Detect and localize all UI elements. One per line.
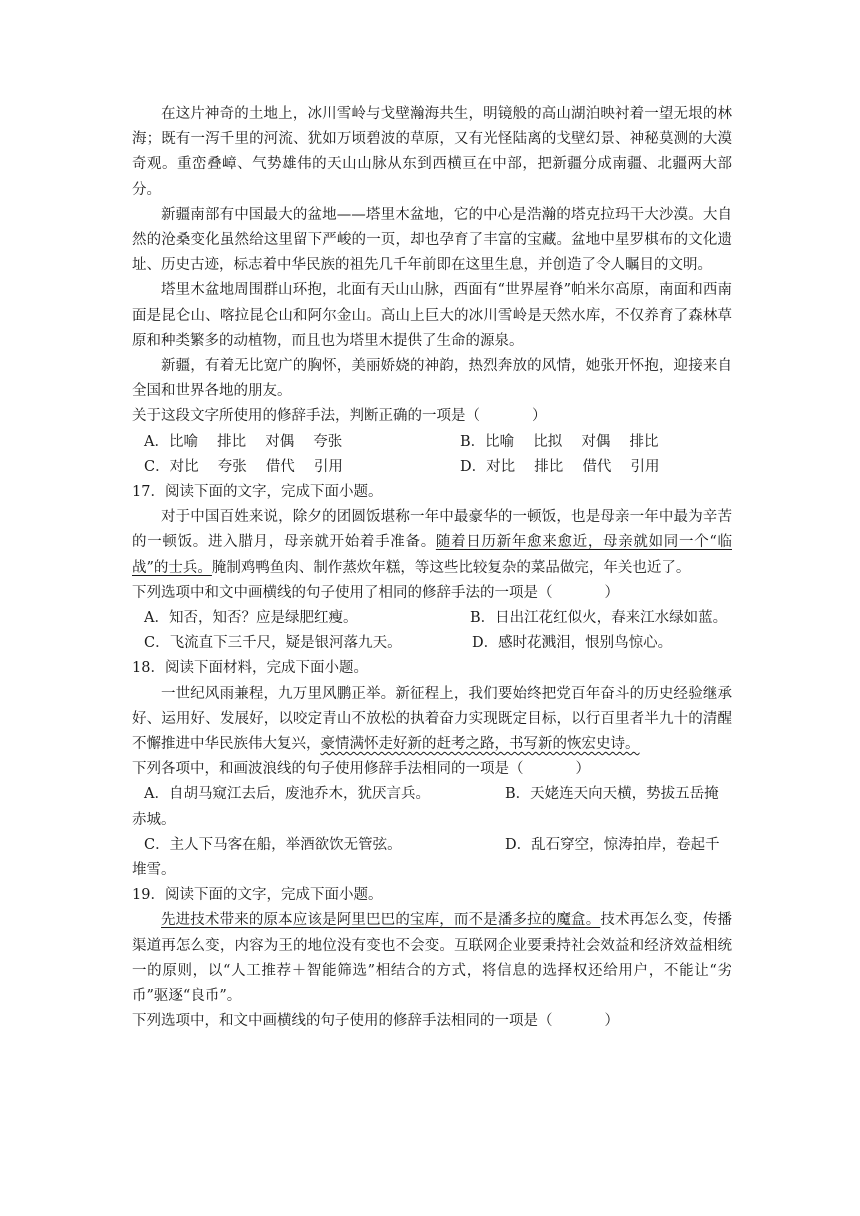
option-d: D．对比 排比 借代 引用 — [460, 458, 660, 475]
question-19-stem: 下列选项中，和文中画横线的句子使用的修辞手法相同的一项是（ ） — [132, 1013, 619, 1030]
options-row-1 — [132, 782, 732, 807]
option-d-continued: 堆雪。 — [132, 862, 176, 878]
option-a: A．知否，知否？应是绿肥红瘦。 — [144, 610, 358, 627]
option-b-continued: 赤城。 — [132, 811, 176, 828]
option-c: C．对比 夸张 借代 引用 — [144, 458, 343, 475]
question-19-title: 19．阅读下面的文字，完成下面小题。 — [132, 887, 383, 904]
options-row-2 — [132, 631, 732, 656]
question-19-passage: 先进技术带来的原本应该是阿里巴巴的宝库，而不是潘多拉的魔盒。技术再怎么变，传播渠道再怎么变，内容为王的地位没有变也不会变。互联网企业要秉持社会效益和经济效益相统一的原则，以“人工推荐＋智能筛选”相结合的方式，将信息的选择权还给用户，不能让“劣币”驱逐“良币”。 — [132, 912, 733, 1005]
question-17-stem: 下列选项中和文中画横线的句子使用了相同的修辞手法的一项是（ ） — [132, 584, 619, 601]
passage-paragraph-1: 在这片神奇的土地上，冰川雪岭与戈壁瀚海共生，明镜般的高山湖泊映衬着一望无垠的林海；既有一泻千里的河流、犹如万顷碧波的草原，又有光怪陆离的戈壁幻景、神秘莫测的大漠奇观。重峦叠嶂、气势雄伟的天山山脉从东到西横亘在中部，把新疆分成南疆、北疆两大部分。 — [132, 106, 732, 198]
option-d: D．感时花溅泪，恨别鸟惊心。 — [472, 635, 673, 652]
question-17-title: 17．阅读下面的文字，完成下面小题。 — [132, 484, 383, 501]
question-18-passage: 一世纪风雨兼程，九万里风鹏正举。新征程上，我们要始终把党百年奋斗的历史经验继承好、运用好、发展好，以咬定青山不放松的执着奋力实现既定目标，以行百里者半九十的清醒不懈推进中华民族伟大复兴，豪情满怀走好新的赶考之路，书写新的恢宏史诗。 — [132, 685, 732, 753]
options-row-1 — [132, 606, 732, 631]
options-row-2 — [132, 455, 732, 480]
option-c: C．主人下马客在船，举酒欲饮无管弦。 — [144, 836, 402, 853]
option-b: B．比喻 比拟 对偶 排比 — [460, 433, 659, 450]
option-d: D．乱石穿空，惊涛拍岸，卷起千 — [505, 836, 720, 853]
question-17-passage: 对于中国百姓来说，除夕的团圆饭堪称一年中最豪华的一顿饭，也是母亲一年中最为辛苦的一顿饭。进入腊月，母亲就开始着手准备。随着日历新年愈来愈近，母亲就如同一个“临战”的士兵。腌制鸡鸭鱼肉、制作蒸炊年糕，等这些比较复杂的菜品做完，年关也近了。 — [132, 509, 732, 576]
question-16-stem: 关于这段文字所使用的修辞手法，判断正确的一项是（ ） — [132, 408, 547, 425]
exam-page — [132, 102, 732, 1034]
option-a: A．比喻 排比 对偶 夸张 — [144, 433, 343, 450]
passage-paragraph-4: 新疆，有着无比宽广的胸怀，美丽娇娆的神韵，热烈奔放的风情，她张开怀抱，迎接来自全国和世界各地的朋友。 — [132, 358, 732, 400]
underlined-sentence: 先进技术带来的原本应该是阿里巴巴的宝库，而不是潘多拉的魔盒。 — [161, 912, 601, 929]
passage-paragraph-3: 塔里木盆地周围群山环抱，北面有天山山脉，西面有“世界屋脊”帕米尔高原，南面和西南面是昆仑山、喀拉昆仑山和阿尔金山。高山上巨大的冰川雪岭是天然水库，不仅养育了森林草原和种类繁多的动植物，而且也为塔里木提供了生命的源泉。 — [132, 282, 732, 349]
wavy-underlined-sentence: 豪情满怀走好新的赶考之路，书写新的恢宏史诗。 — [320, 736, 640, 753]
underlined-sentence: 随着日历新年愈来愈近，母亲就如同一个“临战”的士兵。 — [132, 534, 732, 576]
option-b: B．日出江花红似火，春来江水绿如蓝。 — [470, 610, 728, 627]
passage-paragraph-2: 新疆南部有中国最大的盆地——塔里木盆地，它的中心是浩瀚的塔克拉玛干大沙漠。大自然的沧桑变化虽然给这里留下严峻的一页，却也孕育了丰富的宝藏。盆地中星罗棋布的文化遗址、历史古迹，标志着中华民族的祖先几千年前即在这里生息，并创造了令人瞩目的文明。 — [132, 206, 732, 274]
question-18-title: 18．阅读下面材料，完成下面小题。 — [132, 660, 368, 677]
option-b: B．天姥连天向天横，势拔五岳掩 — [505, 786, 719, 803]
question-18-stem: 下列各项中，和画波浪线的句子使用修辞手法相同的一项是（ ） — [132, 761, 590, 778]
option-c: C．飞流直下三千尺，疑是银河落九天。 — [144, 635, 402, 652]
option-a: A．自胡马窥江去后，废池乔木，犹厌言兵。 — [144, 786, 430, 803]
options-row-2 — [132, 833, 732, 858]
options-row-1 — [132, 430, 732, 455]
